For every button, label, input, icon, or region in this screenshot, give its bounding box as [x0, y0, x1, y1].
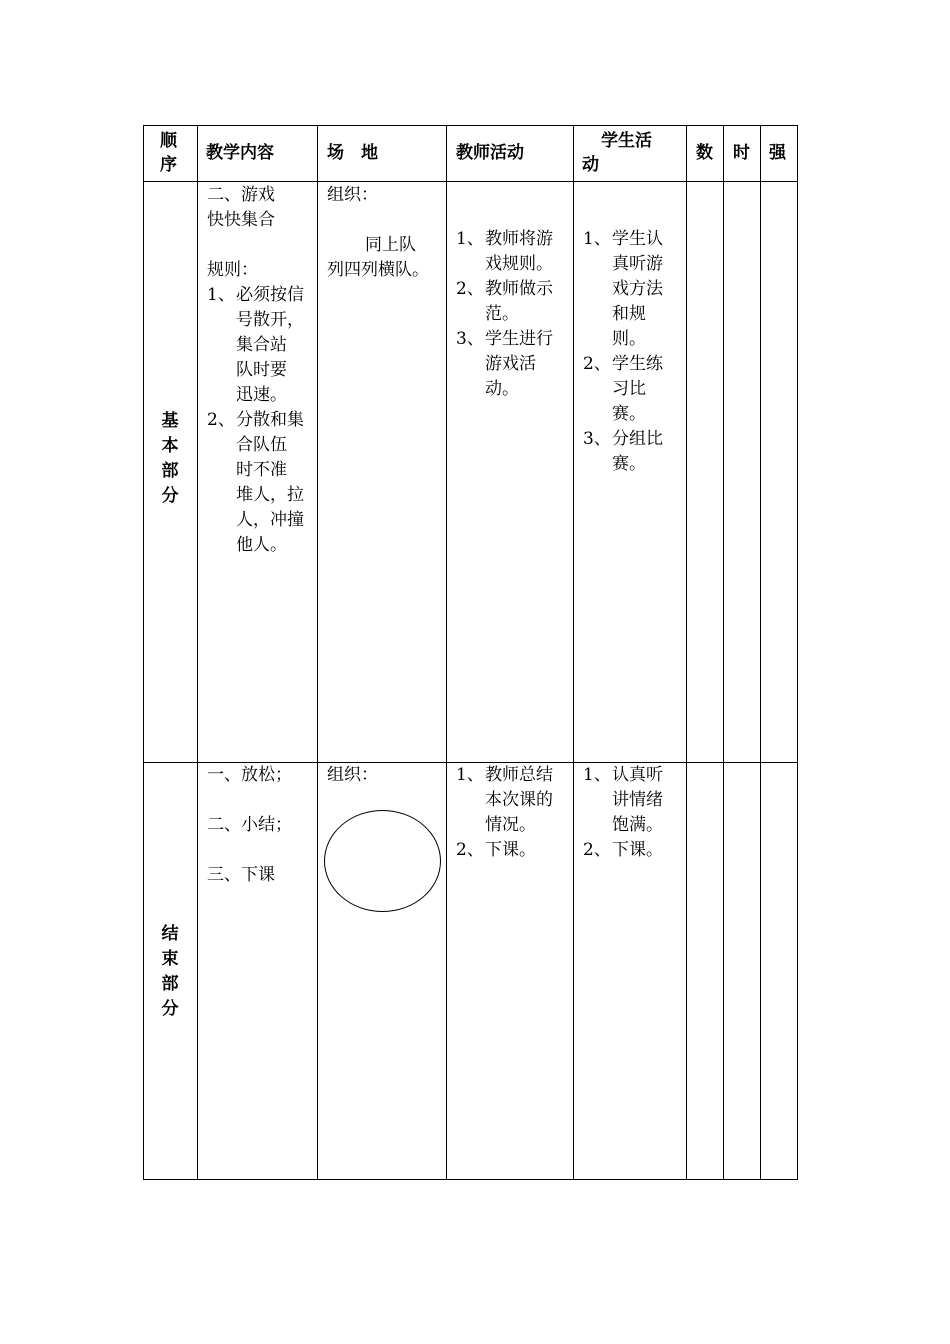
item-text: 赛。 [612, 404, 646, 424]
item-number: 2、 [583, 354, 611, 374]
section-label-char: 本 [161, 436, 179, 456]
column-divider [573, 125, 574, 1180]
teacher-item [456, 763, 553, 788]
item-text: 赛。 [612, 454, 646, 474]
ending-venue [327, 763, 378, 788]
item-text: 认真听 [612, 765, 663, 785]
section-label-char: 基 [161, 411, 179, 431]
ending-step: 二、小结； [207, 815, 292, 835]
header-teacher: 教师活动 [456, 143, 524, 163]
rules-heading: 规则： [207, 260, 258, 280]
rule-text: 迅速。 [236, 385, 287, 405]
header-order-line: 序 [160, 155, 177, 175]
rule-text: 集合站 [236, 335, 287, 355]
header-student [582, 129, 652, 177]
item-number: 2、 [456, 840, 484, 860]
item-text: 教师做示 [485, 279, 553, 299]
rule-number: 2、 [207, 410, 235, 430]
item-text: 下课。 [485, 840, 536, 860]
rule-item [207, 408, 304, 433]
header-student-line: 动 [582, 155, 599, 175]
section-label-char: 部 [161, 461, 179, 481]
basic-student [583, 227, 663, 477]
rule-text: 时不准 [236, 460, 287, 480]
column-divider [197, 125, 198, 1180]
item-text: 戏规则。 [485, 254, 553, 274]
table-border-bottom [143, 1179, 798, 1180]
section-label-char: 分 [161, 999, 179, 1019]
table-border-top [143, 125, 798, 126]
rule-text: 堆人，拉 [236, 485, 304, 505]
rule-text: 合队伍 [236, 435, 287, 455]
item-number: 1、 [456, 765, 484, 785]
header-order-line: 顺 [160, 131, 177, 151]
header-venue: 场 地 [327, 143, 378, 163]
item-text: 分组比 [612, 429, 663, 449]
basic-teacher [456, 227, 553, 402]
item-text: 范。 [485, 304, 519, 324]
item-text: 戏方法 [612, 279, 663, 299]
ending-step: 一、放松； [207, 765, 292, 785]
header-student-line: 学生活 [601, 131, 652, 151]
table-border-left [143, 125, 144, 1180]
column-divider [760, 125, 761, 1180]
item-text: 游戏活 [485, 354, 536, 374]
ending-student [583, 763, 663, 863]
item-text: 和规 [612, 304, 646, 324]
column-divider [317, 125, 318, 1180]
venue-text: 列四列横队。 [327, 260, 429, 280]
game-title: 二、游戏 [207, 185, 275, 205]
student-item [583, 838, 663, 863]
student-item [583, 427, 663, 452]
section-label-char: 部 [161, 974, 179, 994]
section-label-char: 束 [161, 949, 179, 969]
item-number: 3、 [456, 329, 484, 349]
item-text: 情况。 [485, 815, 536, 835]
basic-venue [327, 183, 429, 283]
item-text: 学生练 [612, 354, 663, 374]
item-text: 则。 [612, 329, 646, 349]
organization-label: 组织： [327, 765, 378, 785]
item-number: 2、 [583, 840, 611, 860]
rule-item [207, 283, 304, 308]
item-text: 习比 [612, 379, 646, 399]
item-text: 教师将游 [485, 229, 553, 249]
section-label-ending [160, 922, 180, 1022]
rule-text: 号散开， [236, 310, 304, 330]
circle-formation-diagram [324, 810, 441, 912]
teacher-item [456, 327, 553, 352]
rule-text: 队时要 [236, 360, 287, 380]
header-order [160, 129, 182, 177]
header-intensity: 强 [769, 143, 786, 163]
section-label-char: 结 [161, 924, 179, 944]
section-label-char: 分 [161, 486, 179, 506]
rule-number: 1、 [207, 285, 235, 305]
basic-content [207, 183, 304, 558]
rule-text: 他人。 [236, 535, 287, 555]
teacher-item [456, 227, 553, 252]
item-number: 1、 [583, 765, 611, 785]
organization-label: 组织： [327, 185, 378, 205]
column-divider [446, 125, 447, 1180]
ending-teacher [456, 763, 553, 863]
item-text: 下课。 [612, 840, 663, 860]
column-divider [723, 125, 724, 1180]
game-title: 快快集合 [207, 210, 275, 230]
header-divider [143, 181, 798, 182]
item-text: 学生进行 [485, 329, 553, 349]
teacher-item [456, 838, 553, 863]
item-number: 2、 [456, 279, 484, 299]
ending-content [207, 763, 292, 888]
item-text: 真听游 [612, 254, 663, 274]
column-divider [686, 125, 687, 1180]
student-item [583, 763, 663, 788]
item-number: 1、 [456, 229, 484, 249]
header-count: 数 [696, 143, 713, 163]
table-border-right [797, 125, 798, 1180]
rule-text: 人，冲撞 [236, 510, 304, 530]
venue-text: 同上队 [365, 235, 416, 255]
item-text: 饱满。 [612, 815, 663, 835]
student-item [583, 352, 663, 377]
item-number: 3、 [583, 429, 611, 449]
item-text: 讲情绪 [612, 790, 663, 810]
item-text: 教师总结 [485, 765, 553, 785]
item-number: 1、 [583, 229, 611, 249]
header-content: 教学内容 [206, 143, 274, 163]
teacher-item [456, 277, 553, 302]
student-item [583, 227, 663, 252]
item-text: 学生认 [612, 229, 663, 249]
item-text: 动。 [485, 379, 519, 399]
header-time: 时 [733, 143, 750, 163]
item-text: 本次课的 [485, 790, 553, 810]
rule-text: 必须按信 [236, 285, 304, 305]
rule-text: 分散和集 [236, 410, 304, 430]
section-label-basic [160, 409, 180, 509]
ending-step: 三、下课 [207, 865, 275, 885]
